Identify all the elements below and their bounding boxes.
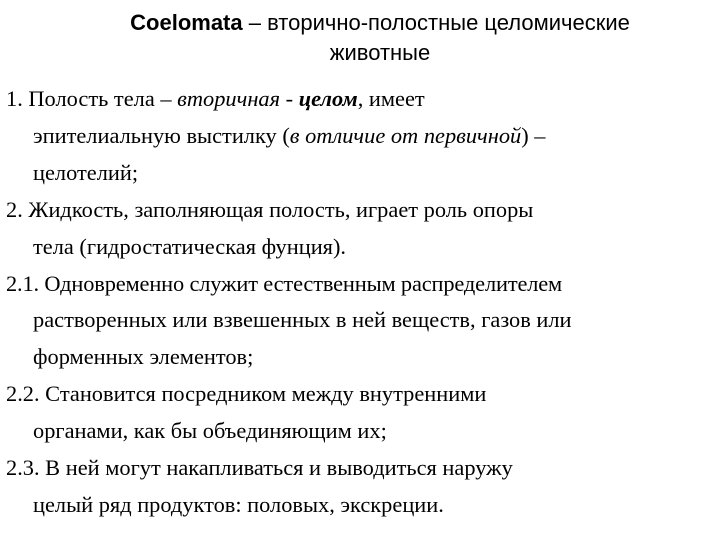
text-line — [0, 118, 720, 155]
title-bold-term: Coelomata — [130, 10, 243, 35]
list-item — [0, 266, 720, 377]
text-line — [0, 487, 720, 524]
list-item — [0, 450, 720, 524]
text-segment: 2. Жидкость, заполняющая полость, играет роль опоры — [6, 196, 534, 222]
text-segment: 2.2. Становится посредником между внутренними — [6, 381, 487, 407]
list-item — [0, 81, 720, 192]
text-segment: органами, как бы объединяющим их; — [33, 418, 387, 444]
text-segment: , имеет — [357, 86, 425, 111]
text-segment: форменных элементов; — [33, 344, 254, 370]
title-rest: – вторично-полостные целомические — [242, 10, 630, 35]
text-line — [0, 302, 720, 339]
list-item — [0, 192, 720, 266]
text-segment: ) – — [521, 122, 546, 148]
text-segment: вторичная — [177, 86, 281, 111]
text-line — [0, 266, 720, 303]
text-segment: 2.1. Одновременно служит естественным распределителем — [6, 270, 563, 296]
text-segment: целый ряд продуктов: половых, экскреции. — [33, 491, 444, 517]
title-line-1 — [40, 8, 720, 38]
text-line — [0, 229, 720, 266]
text-line — [0, 376, 720, 413]
slide-title — [40, 8, 720, 68]
text-line — [0, 81, 720, 118]
text-line — [0, 192, 720, 229]
text-line — [0, 413, 720, 450]
text-segment: растворенных или взвешенных в ней веществ, газов или — [33, 307, 572, 333]
text-line — [0, 155, 720, 192]
text-segment: целотелий; — [33, 159, 139, 185]
text-segment: в отличие от первичной — [289, 122, 522, 148]
slide-body — [0, 81, 720, 524]
text-segment: - — [280, 86, 299, 111]
title-line-2: животные — [329, 40, 431, 65]
text-segment: 1. Полость тела – — [6, 86, 178, 111]
list-item — [0, 376, 720, 450]
text-segment: эпителиальную выстилку ( — [33, 122, 290, 148]
text-segment: целом — [298, 86, 358, 111]
text-line — [0, 339, 720, 376]
text-segment: 2.3. В ней могут накапливаться и выводиться наружу — [6, 455, 513, 481]
text-segment: тела (гидростатическая фунция). — [33, 233, 347, 259]
text-line — [0, 450, 720, 487]
